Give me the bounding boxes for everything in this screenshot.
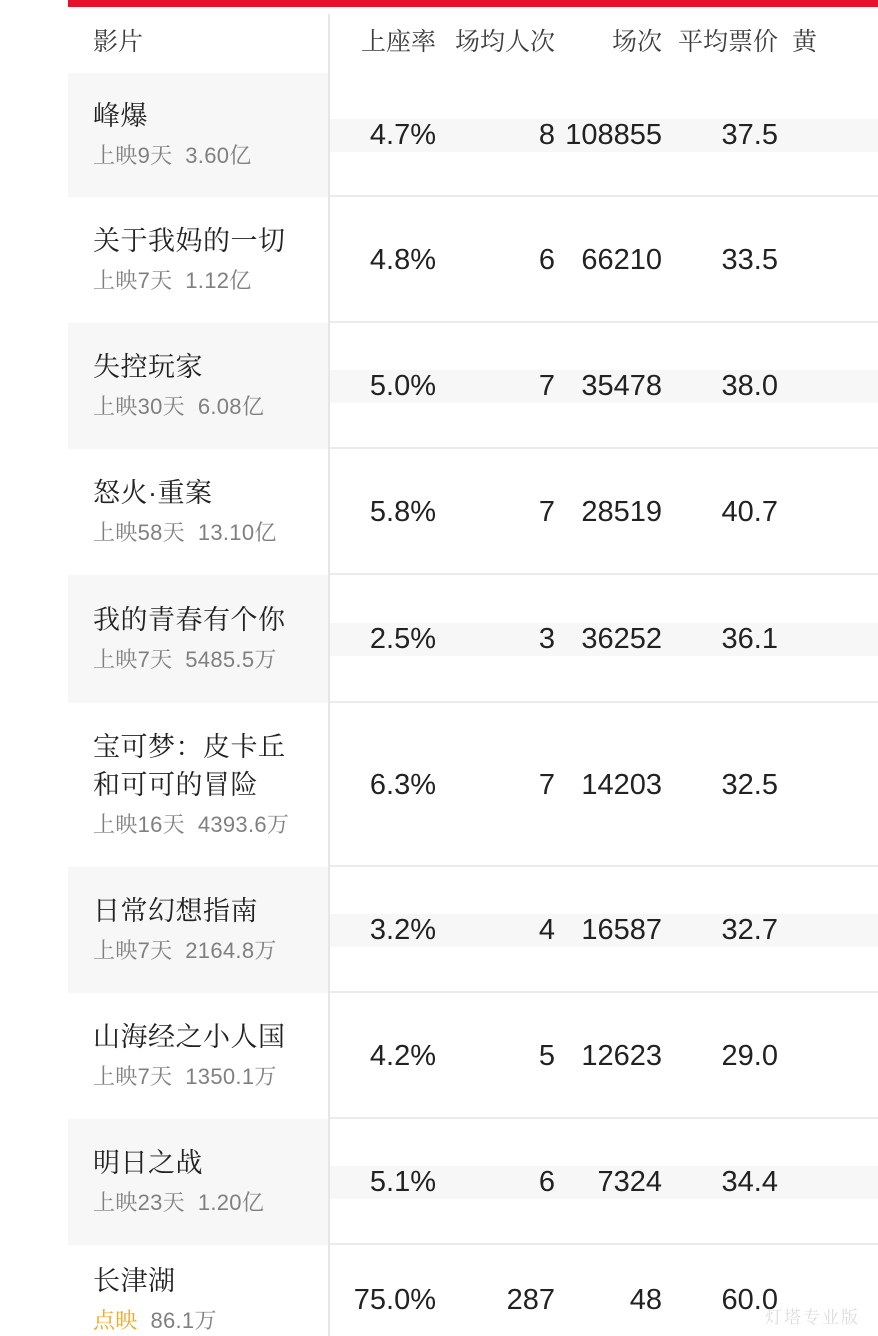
table-row[interactable] [0, 449, 878, 575]
film-title: 关于我妈的一切 [93, 226, 286, 256]
film-meta [93, 1304, 328, 1336]
film-info [93, 348, 328, 424]
metric-price: 32.7 [721, 913, 778, 946]
table-row[interactable] [0, 1245, 878, 1336]
metric-shows: 12623 [581, 1039, 662, 1072]
metrics-group [328, 1166, 878, 1199]
metric-rate: 5.0% [369, 369, 436, 402]
column-header-shows[interactable] [555, 22, 662, 58]
metric-rate: 5.8% [369, 495, 436, 528]
film-release: 上映16天 [93, 812, 185, 837]
metric-price: 29.0 [721, 1039, 778, 1072]
watermark: 灯塔专业版 [765, 1308, 860, 1327]
metric-price: 38.0 [721, 369, 778, 402]
film-release: 上映7天 [93, 268, 173, 293]
metric-shows: 108855 [565, 118, 662, 151]
metrics-group [328, 769, 878, 802]
film-cell[interactable] [0, 575, 328, 703]
metrics-group [328, 623, 878, 656]
metrics-group [328, 244, 878, 277]
table-row[interactable] [0, 867, 878, 993]
table-row[interactable] [0, 575, 878, 703]
metric-shows: 48 [629, 1283, 662, 1316]
film-box-office: 6.08亿 [197, 394, 265, 419]
metric-shows: 35478 [581, 369, 662, 402]
metric-price: 37.5 [721, 118, 778, 151]
metric-avg: 3 [538, 622, 555, 655]
film-meta [93, 808, 328, 842]
preview-badge: 点映 [93, 1308, 138, 1333]
metrics-group [328, 119, 878, 152]
column-header-avg-label: 场均人次 [454, 28, 555, 56]
metric-avg: 6 [538, 243, 555, 276]
film-box-office: 2164.8万 [185, 938, 277, 963]
metric-avg: 8 [538, 118, 555, 151]
film-info [93, 474, 328, 550]
metric-shows: 28519 [581, 495, 662, 528]
table-header-row [0, 7, 878, 73]
film-cell[interactable] [0, 867, 328, 993]
metric-shows: 36252 [581, 622, 662, 655]
film-box-office: 1.20亿 [197, 1190, 265, 1215]
film-box-office: 4393.6万 [197, 812, 290, 837]
film-meta [93, 139, 328, 173]
film-title: 峰爆 [93, 101, 148, 131]
film-release: 上映23天 [93, 1190, 185, 1215]
film-info [93, 1262, 328, 1336]
metrics-group [328, 1040, 878, 1073]
metric-rate: 75.0% [353, 1283, 436, 1316]
column-header-price[interactable] [662, 22, 778, 58]
film-title: 明日之战 [93, 1148, 203, 1178]
metric-shows: 14203 [581, 768, 662, 801]
film-cell[interactable] [0, 449, 328, 575]
film-box-office: 1350.1万 [185, 1064, 277, 1089]
column-header-rate[interactable] [328, 22, 436, 58]
metric-shows: 7324 [597, 1165, 662, 1198]
film-title: 我的青春有个你 [93, 605, 286, 635]
film-cell[interactable] [0, 197, 328, 323]
column-header-rate-label: 上座率 [360, 28, 436, 56]
metrics-group [328, 370, 878, 403]
film-cell[interactable] [0, 1245, 328, 1336]
metric-rate: 3.2% [369, 913, 436, 946]
metrics-group [328, 496, 878, 529]
film-cell[interactable] [0, 993, 328, 1119]
column-header-extra[interactable] [778, 22, 878, 58]
film-meta [93, 516, 328, 550]
metric-rate: 5.1% [369, 1165, 436, 1198]
metric-price: 60.0 [721, 1283, 778, 1316]
column-header-film-label: 影片 [93, 28, 144, 56]
film-info [93, 1018, 328, 1094]
film-info [93, 222, 328, 298]
film-title: 长津湖 [93, 1266, 176, 1296]
film-title: 日常幻想指南 [93, 896, 258, 926]
table-row[interactable] [0, 1119, 878, 1245]
metric-price: 33.5 [721, 243, 778, 276]
film-info [93, 728, 328, 842]
film-box-office: 13.10亿 [197, 520, 277, 545]
table-row[interactable] [0, 993, 878, 1119]
film-release: 上映30天 [93, 394, 185, 419]
metric-shows: 16587 [581, 913, 662, 946]
top-accent-bar [0, 0, 878, 7]
film-meta [93, 390, 328, 424]
metric-avg: 7 [538, 369, 555, 402]
metric-rate: 4.2% [369, 1039, 436, 1072]
column-divider [328, 14, 330, 1336]
film-info [93, 97, 328, 173]
film-info [93, 892, 328, 968]
column-header-avg[interactable] [436, 22, 555, 58]
table-row[interactable] [0, 73, 878, 197]
metric-price: 36.1 [721, 622, 778, 655]
metric-rate: 4.8% [369, 243, 436, 276]
film-info [93, 601, 328, 677]
column-header-price-label: 平均票价 [677, 28, 778, 56]
film-title: 怒火·重案 [93, 478, 213, 508]
film-title: 山海经之小人国 [93, 1022, 286, 1052]
film-title: 宝可梦：皮卡丘和可可的冒险 [93, 732, 286, 800]
film-cell[interactable] [0, 323, 328, 449]
metrics-group [328, 914, 878, 947]
film-release: 上映7天 [93, 1064, 173, 1089]
metric-rate: 2.5% [369, 622, 436, 655]
film-cell[interactable] [0, 703, 328, 867]
film-box-office: 86.1万 [150, 1308, 217, 1333]
column-header-shows-label: 场次 [611, 28, 662, 56]
table-row[interactable] [0, 197, 878, 323]
metric-avg: 4 [538, 913, 555, 946]
table-row[interactable] [0, 323, 878, 449]
numeric-header-group [328, 22, 878, 58]
metric-shows: 66210 [581, 243, 662, 276]
metric-rate: 6.3% [369, 768, 436, 801]
film-cell[interactable] [0, 1119, 328, 1245]
film-title: 失控玩家 [93, 352, 203, 382]
metric-price: 34.4 [721, 1165, 778, 1198]
film-release: 上映58天 [93, 520, 185, 545]
film-box-office: 1.12亿 [185, 268, 252, 293]
table-row[interactable] [0, 703, 878, 867]
film-release: 上映7天 [93, 647, 173, 672]
film-meta [93, 264, 328, 298]
film-release: 上映7天 [93, 938, 173, 963]
metric-price: 40.7 [721, 495, 778, 528]
film-meta [93, 934, 328, 968]
column-header-film[interactable] [0, 22, 328, 58]
film-meta [93, 1186, 328, 1220]
film-box-office: 5485.5万 [185, 647, 277, 672]
film-release: 上映9天 [93, 143, 173, 168]
column-header-extra-label: 黄 [792, 28, 818, 56]
film-cell[interactable] [0, 73, 328, 197]
metric-rate: 4.7% [369, 118, 436, 151]
film-meta [93, 643, 328, 677]
metric-avg: 287 [506, 1283, 555, 1316]
movie-box-office-table [0, 7, 878, 1336]
film-box-office: 3.60亿 [185, 143, 252, 168]
metric-avg: 5 [538, 1039, 555, 1072]
film-meta [93, 1060, 328, 1094]
film-info [93, 1144, 328, 1220]
metric-avg: 7 [538, 495, 555, 528]
metric-price: 32.5 [721, 768, 778, 801]
top-bar-left-cap [0, 0, 68, 7]
metric-avg: 6 [538, 1165, 555, 1198]
metric-avg: 7 [538, 768, 555, 801]
